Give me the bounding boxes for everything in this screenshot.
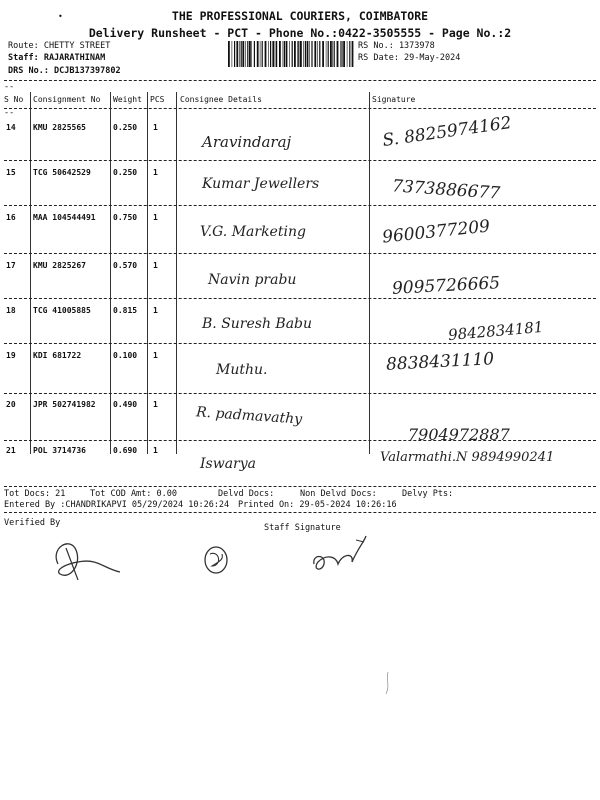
barcode-bar — [234, 41, 235, 67]
barcode-bar — [275, 41, 276, 67]
row-sno: 16 — [6, 213, 16, 222]
row-pcs: 1 — [153, 261, 158, 270]
column-divider — [176, 92, 177, 454]
barcode-bar — [352, 41, 354, 67]
signature-handwritten: 7373886677 — [391, 176, 501, 204]
non-delivered-docs: Non Delvd Docs: — [300, 489, 377, 499]
row-pcs: 1 — [153, 123, 158, 132]
row-weight: 0.690 — [113, 446, 138, 455]
row-sno: 15 — [6, 168, 16, 177]
signature-handwritten: 9600377209 — [381, 216, 491, 248]
consignee-handwritten: Muthu. — [216, 362, 268, 378]
staff-signature-label: Staff Signature — [264, 523, 341, 533]
barcode-bar — [289, 41, 290, 67]
barcode-bar — [337, 41, 339, 67]
col-weight: Weight — [113, 95, 142, 104]
barcode-bar — [272, 41, 274, 67]
row-sno: 21 — [6, 446, 16, 455]
row-weight: 0.750 — [113, 213, 138, 222]
barcode-bar — [279, 41, 281, 67]
barcode-bar — [236, 41, 238, 67]
row-separator — [4, 440, 596, 441]
row-separator — [4, 253, 596, 254]
row-sno: 20 — [6, 400, 16, 409]
barcode-bar — [276, 41, 277, 67]
delivered-docs: Delvd Docs: — [218, 489, 275, 499]
verified-by-label: Verified By — [4, 518, 61, 528]
barcode-bar — [242, 41, 244, 67]
signature-handwritten: 9842834181 — [447, 317, 545, 345]
barcode-bar — [251, 41, 252, 67]
route-label: Route: CHETTY STREET — [8, 41, 111, 51]
total-cod: Tot COD Amt: 0.00 — [90, 489, 177, 499]
separator-line — [4, 108, 596, 109]
runsheet-title: Delivery Runsheet - PCT - Phone No.:0422-3505555 - Page No.:2 — [88, 26, 512, 40]
dash-mark: -- — [4, 82, 15, 92]
barcode-bar — [322, 41, 324, 67]
col-consignment: Consignment No — [33, 95, 101, 104]
column-divider — [30, 92, 31, 454]
col-sno: S No — [4, 95, 24, 104]
signature-handwritten: 7904972887 — [408, 425, 510, 444]
rs-number: RS No.: 1373978 — [358, 41, 435, 51]
row-pcs: 1 — [153, 168, 158, 177]
barcode-bar — [328, 41, 329, 67]
row-separator — [4, 486, 596, 487]
row-consignment: TCG 41005885 — [33, 306, 91, 315]
barcode-bar — [284, 41, 285, 67]
row-separator — [4, 343, 596, 344]
consignee-handwritten: R. padmavathy — [195, 404, 303, 428]
row-consignment: KMU 2825565 — [33, 123, 86, 132]
barcode-bar — [311, 41, 312, 67]
barcode-bar — [332, 41, 333, 67]
barcode-bar — [286, 41, 288, 67]
barcode-bar — [249, 41, 251, 67]
row-consignment: TCG 50642529 — [33, 168, 91, 177]
barcode-bar — [300, 41, 302, 67]
col-signature: Signature — [372, 95, 416, 104]
barcode-bar — [245, 41, 246, 67]
consignee-handwritten: Navin prabu — [208, 272, 297, 288]
row-consignment: KMU 2825267 — [33, 261, 86, 270]
barcode-bar — [241, 41, 242, 67]
consignee-handwritten: B. Suresh Babu — [202, 316, 313, 332]
row-separator — [4, 393, 596, 394]
separator-line — [4, 512, 596, 513]
barcode-bar — [314, 41, 316, 67]
barcode-bar — [317, 41, 318, 67]
barcode-bar — [262, 41, 263, 67]
row-sno: 18 — [6, 306, 16, 315]
barcode-bar — [270, 41, 271, 67]
row-weight: 0.100 — [113, 351, 138, 360]
signature-handwritten: 8838431110 — [385, 349, 495, 375]
company-title: THE PROFESSIONAL COURIERS, COIMBATORE — [171, 9, 429, 23]
staff-label: Staff: RAJARATHINAM — [8, 53, 106, 63]
barcode-bar — [309, 41, 310, 67]
consignee-handwritten: V.G. Marketing — [200, 224, 306, 240]
barcode-bar — [341, 41, 342, 67]
col-consignee: Consignee Details — [180, 95, 262, 104]
row-pcs: 1 — [153, 400, 158, 409]
entered-by: Entered By :CHANDRIKAPVI 05/29/2024 10:26:24 — [4, 500, 230, 510]
row-sno: 19 — [6, 351, 16, 360]
barcode-bar — [265, 41, 267, 67]
barcode-bar — [260, 41, 261, 67]
row-separator — [4, 205, 596, 206]
row-consignment: MAA 104544491 — [33, 213, 96, 222]
row-separator — [4, 298, 596, 299]
row-weight: 0.250 — [113, 123, 138, 132]
row-pcs: 1 — [153, 213, 158, 222]
barcode-bar — [319, 41, 320, 67]
row-weight: 0.570 — [113, 261, 138, 270]
row-pcs: 1 — [153, 351, 158, 360]
row-pcs: 1 — [153, 446, 158, 455]
barcode-bar — [254, 41, 255, 67]
barcode-bar — [340, 41, 341, 67]
consignee-handwritten: Kumar Jewellers — [202, 176, 320, 192]
stray-mark-drawing — [380, 670, 400, 696]
row-sno: 14 — [6, 123, 16, 132]
barcode-bar — [257, 41, 259, 67]
rs-date: RS Date: 29-May-2024 — [358, 53, 461, 63]
row-pcs: 1 — [153, 306, 158, 315]
barcode-bar — [347, 41, 348, 67]
total-docs: Tot Docs: 21 — [4, 489, 66, 499]
barcode-bar — [283, 41, 284, 67]
barcode-bar — [307, 41, 309, 67]
barcode-bar — [305, 41, 306, 67]
row-weight: 0.250 — [113, 168, 138, 177]
column-divider — [369, 92, 370, 454]
signature-handwritten: S. 8825974162 — [381, 113, 513, 151]
row-consignment: JPR 502741982 — [33, 400, 96, 409]
signature-handwritten: 9095726665 — [391, 273, 501, 299]
col-pcs: PCS — [150, 95, 165, 104]
drs-number: DRS No.: DCJB137397802 — [8, 66, 121, 76]
verifier-signature-drawing — [40, 528, 130, 588]
separator-line — [4, 80, 596, 81]
row-sno: 17 — [6, 261, 16, 270]
barcode-bar — [294, 41, 296, 67]
barcode-bar — [343, 41, 345, 67]
barcode-bar — [239, 41, 240, 67]
barcode-bar — [334, 41, 335, 67]
barcode-image — [228, 41, 354, 67]
barcode-bar — [303, 41, 304, 67]
row-separator — [4, 160, 596, 161]
signature-handwritten: Valarmathi.N 9894990241 — [380, 450, 555, 465]
barcode-bar — [297, 41, 298, 67]
row-consignment: POL 3714736 — [33, 446, 86, 455]
barcode-bar — [232, 41, 233, 67]
barcode-bar — [247, 41, 248, 67]
barcode-bar — [292, 41, 293, 67]
row-consignment: KDI 681722 — [33, 351, 82, 360]
staff-signature-drawing — [308, 532, 378, 582]
column-divider — [110, 92, 111, 454]
stray-dot: • — [58, 12, 63, 21]
printed-on: Printed On: 29-05-2024 10:26:16 — [238, 500, 397, 510]
dash-mark: -- — [4, 108, 15, 118]
stamp-mark-drawing — [198, 540, 238, 580]
barcode-bar — [228, 41, 230, 67]
row-weight: 0.815 — [113, 306, 138, 315]
consignee-handwritten: Iswarya — [200, 456, 256, 472]
row-weight: 0.490 — [113, 400, 138, 409]
consignee-handwritten: Aravindaraj — [202, 133, 292, 151]
barcode-bar — [349, 41, 350, 67]
barcode-bar — [298, 41, 299, 67]
barcode-bar — [330, 41, 332, 67]
barcode-bar — [268, 41, 269, 67]
column-divider — [147, 92, 148, 454]
barcode-bar — [326, 41, 327, 67]
delivery-points: Delvy Pts: — [402, 489, 454, 499]
